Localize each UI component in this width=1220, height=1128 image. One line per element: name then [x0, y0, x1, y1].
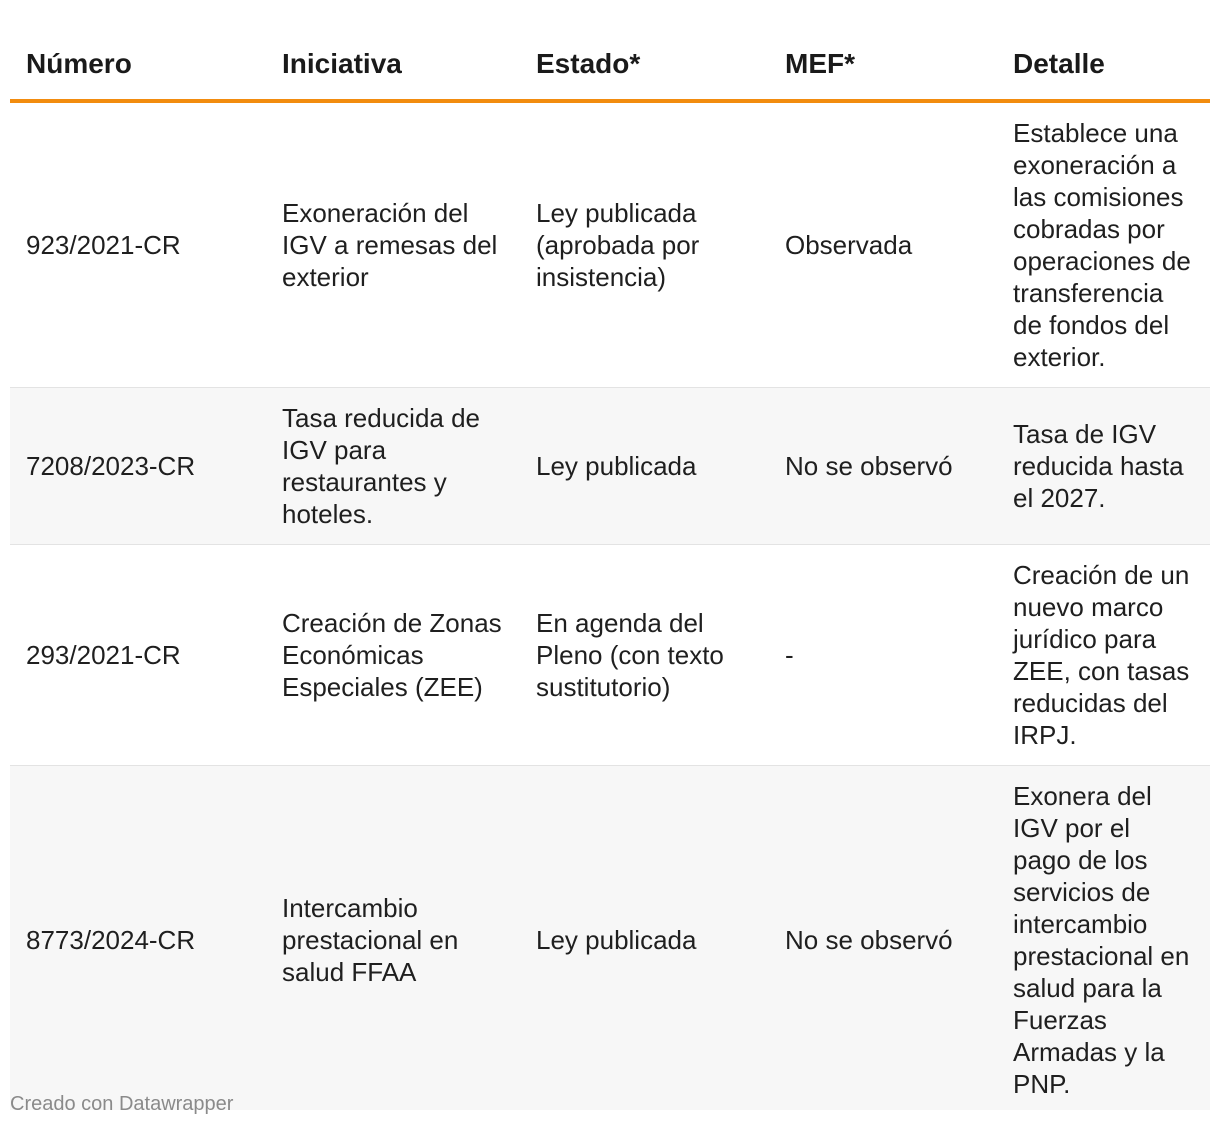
cell-numero: 8773/2024-CR: [10, 766, 266, 1111]
cell-mef: -: [769, 545, 997, 766]
cell-iniciativa: Exoneración del IGV a remesas del exterior: [266, 101, 520, 388]
column-header-detalle[interactable]: Detalle: [997, 30, 1210, 101]
cell-numero: 293/2021-CR: [10, 545, 266, 766]
datawrapper-credit[interactable]: Creado con Datawrapper: [10, 1093, 234, 1115]
cell-estado: Ley publicada (aprobada por insistencia): [520, 101, 769, 388]
data-table-container: [10, 30, 1210, 1110]
column-header-mef[interactable]: MEF*: [769, 30, 997, 101]
cell-estado: Ley publicada: [520, 766, 769, 1111]
cell-detalle: Exonera del IGV por el pago de los servicios de intercambio prestacional en salud para la Fuerzas Armadas y la PNP.: [997, 766, 1210, 1111]
table-row: [10, 101, 1210, 388]
data-table: [10, 30, 1210, 1110]
cell-detalle: Establece una exoneración a las comisiones cobradas por operaciones de transferencia de fondos del exterior.: [997, 101, 1210, 388]
cell-iniciativa: Tasa reducida de IGV para restaurantes y hoteles.: [266, 388, 520, 545]
table-body: [10, 101, 1210, 1110]
table-row: [10, 388, 1210, 545]
cell-iniciativa: Creación de Zonas Económicas Especiales (ZEE): [266, 545, 520, 766]
column-header-numero[interactable]: Número: [10, 30, 266, 101]
cell-numero: 923/2021-CR: [10, 101, 266, 388]
table-row: [10, 766, 1210, 1111]
column-header-estado[interactable]: Estado*: [520, 30, 769, 101]
cell-detalle: Creación de un nuevo marco jurídico para ZEE, con tasas reducidas del IRPJ.: [997, 545, 1210, 766]
column-header-iniciativa[interactable]: Iniciativa: [266, 30, 520, 101]
table-header: [10, 30, 1210, 101]
cell-numero: 7208/2023-CR: [10, 388, 266, 545]
header-row: [10, 30, 1210, 101]
cell-estado: En agenda del Pleno (con texto sustitutorio): [520, 545, 769, 766]
cell-mef: No se observó: [769, 388, 997, 545]
cell-iniciativa: Intercambio prestacional en salud FFAA: [266, 766, 520, 1111]
cell-estado: Ley publicada: [520, 388, 769, 545]
table-row: [10, 545, 1210, 766]
cell-mef: No se observó: [769, 766, 997, 1111]
cell-mef: Observada: [769, 101, 997, 388]
cell-detalle: Tasa de IGV reducida hasta el 2027.: [997, 388, 1210, 545]
